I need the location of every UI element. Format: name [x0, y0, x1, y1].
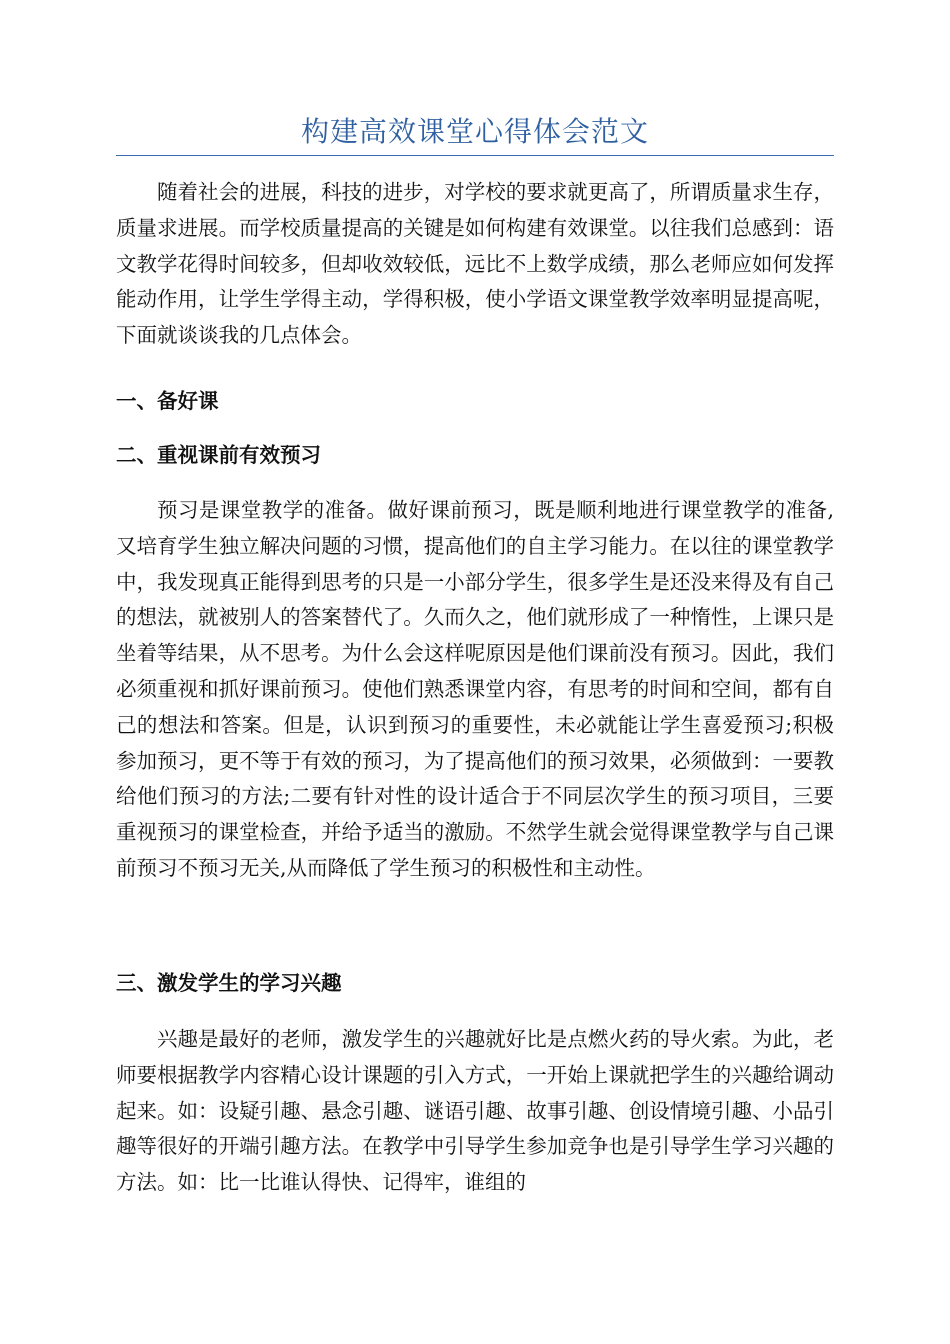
- section-heading-3: 三、激发学生的学习兴趣: [116, 971, 342, 995]
- document-title: 构建高效课堂心得体会范文: [300, 115, 649, 148]
- section-heading-2: 二、重视课前有效预习: [116, 443, 321, 467]
- title-underline-divider: [116, 155, 834, 156]
- preview-paragraph: 预习是课堂教学的准备。做好课前预习，既是顺利地进行课堂教学的准备,又培育学生独立解决问题的习惯，提高他们的自主学习能力。在以往的课堂教学中，我发现真正能得到思考的只是一小部分学生，很多学生是还没来得及有自己的想法，就被别人的答案替代了。久而久之，他们就形成了一种惰性，上课只是坐着等结果，从不思考。为什么会这样呢原因是他们课前没有预习。因此，我们必须重视和抓好课前预习。使他们熟悉课堂内容，有思考的时间和空间，都有自己的想法和答案。但是，认识到预习的重要性，未必就能让学生喜爱预习;积极参加预习，更不等于有效的预习，为了提高他们的预习效果，必须做到：一要教给他们预习的方法;二要有针对性的设计适合于不同层次学生的预习项目，三要重视预习的课堂检查，并给予适当的激励。不然学生就会觉得课堂教学与自己课前预习不预习无关,从而降低了学生预习的积极性和主动性。: [116, 498, 834, 880]
- intro-paragraph: 随着社会的进展，科技的进步，对学校的要求就更高了，所谓质量求生存，质量求进展。而学校质量提高的关键是如何构建有效课堂。以往我们总感到：语文教学花得时间较多，但却收效较低，远比不上数学成绩，那么老师应如何发挥能动作用，让学生学得主动，学得积极，使小学语文课堂教学效率明显提高呢，下面就谈谈我的几点体会。: [116, 180, 834, 348]
- interest-paragraph: 兴趣是最好的老师，激发学生的兴趣就好比是点燃火药的导火索。为此，老师要根据教学内容精心设计课题的引入方式，一开始上课就把学生的兴趣给调动起来。如：设疑引趣、悬念引趣、谜语引趣、故事引趣、创设情境引趣、小品引趣等很好的开端引趣方法。在教学中引导学生参加竞争也是引导学生学习兴趣的方法。如：比一比谁认得快、记得牢，谁组的: [116, 1027, 834, 1195]
- section-heading-1: 一、备好课: [116, 389, 219, 413]
